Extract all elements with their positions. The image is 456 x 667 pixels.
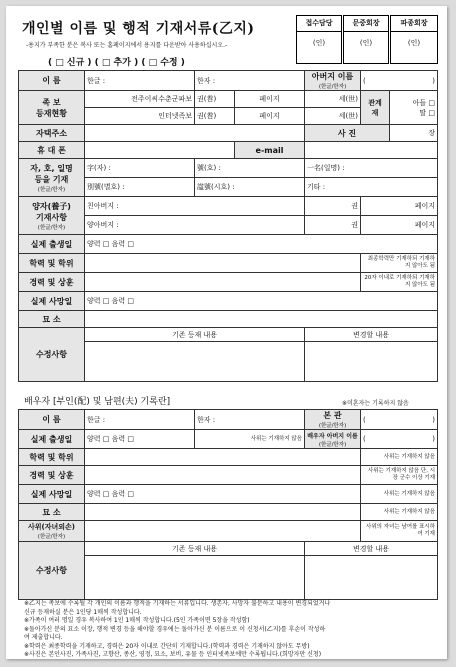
revision-col-original: 기존 등재 내용 bbox=[85, 328, 305, 342]
spouse-education-field[interactable] bbox=[85, 449, 361, 466]
footnote-line: 신규 등재하실 분은 1인당 1매씩 작성합니다. bbox=[24, 608, 142, 616]
birth-father-field[interactable]: 친아버지 : bbox=[85, 197, 305, 216]
spouse-father-field[interactable]: ( ) bbox=[361, 430, 438, 449]
birth-date-field[interactable]: 양력 □ 음력 □ bbox=[85, 235, 438, 254]
spouse-career-note: 사위는 기재하지 않음 단, 시장 군수 이상 기재 bbox=[361, 466, 438, 485]
phone-field[interactable] bbox=[85, 142, 235, 159]
spouse-revision-col-new: 변경할 내용 bbox=[305, 542, 438, 556]
spouse-father-label: 배우자 아버지 이름 (한글/한자) bbox=[305, 430, 361, 449]
education-field[interactable] bbox=[85, 254, 361, 273]
ilmyeong-field[interactable]: 一名(일명) : bbox=[305, 159, 438, 178]
spouse-death-field[interactable]: 양력 □ 음력 □ bbox=[85, 485, 361, 504]
spouse-grave-field[interactable] bbox=[85, 504, 361, 521]
death-date-field[interactable]: 양력 □ 음력 □ bbox=[85, 292, 438, 311]
photo-count[interactable]: 장 bbox=[390, 125, 438, 142]
jokbo-book-generation[interactable]: 세(世) bbox=[305, 91, 361, 108]
checkbox-new[interactable]: ( □ 신규 ) bbox=[48, 58, 92, 68]
adoption-label: 양자(養子) 기재사항 (한글/한자) bbox=[19, 197, 85, 235]
revision-new-field[interactable] bbox=[305, 342, 438, 382]
jokbo-status-label: 족 보 등재현황 bbox=[19, 91, 85, 125]
spouse-birth-field[interactable]: 양력 □ 음력 □ bbox=[85, 430, 195, 449]
application-form-page bbox=[6, 6, 447, 659]
relation-label: 관계 재 bbox=[361, 91, 390, 125]
stamp-label: 파종회장 bbox=[391, 16, 437, 32]
stamp-mark: (인) bbox=[407, 39, 421, 47]
spouse-info-table bbox=[18, 409, 438, 600]
birth-father-page[interactable]: 페이지 bbox=[361, 197, 438, 216]
siho-field[interactable]: 諡號(시호) : bbox=[195, 178, 305, 197]
pen-name-label: 자, 호, 일명 등을 기재 (한글/한자) bbox=[19, 159, 85, 197]
jokbo-book-page[interactable]: 페이지 bbox=[235, 91, 305, 108]
address-field[interactable] bbox=[85, 125, 305, 142]
footnotes bbox=[24, 600, 434, 660]
ho-field[interactable]: 號(호) : bbox=[195, 159, 305, 178]
inlaw-field[interactable] bbox=[85, 521, 361, 542]
death-date-label: 실제 사망일 bbox=[19, 292, 85, 311]
stamp-mark: (인) bbox=[359, 39, 373, 47]
spouse-revision-original-field[interactable] bbox=[85, 556, 305, 600]
form-subtitle: -용지가 부족한 분은 복사 또는 홈페이지에서 용지를 다운받아 사용하십시오.- bbox=[26, 42, 228, 49]
stamp-box-receiver bbox=[296, 15, 342, 64]
spouse-revision-col-original: 기존 등재 내용 bbox=[85, 542, 305, 556]
etc-field[interactable]: 기타 : bbox=[305, 178, 438, 197]
name-hangul-field[interactable]: 한글 : bbox=[85, 71, 195, 91]
stamp-box-branch-head bbox=[390, 15, 438, 64]
spouse-name-hangul-field[interactable]: 한글 : bbox=[85, 410, 195, 430]
relation-options[interactable]: 아들 □ 딸 □ bbox=[390, 91, 438, 125]
spouse-grave-note: 사위는 기재하지 않음 bbox=[361, 504, 438, 521]
revision-original-field[interactable] bbox=[85, 342, 305, 382]
checkbox-edit[interactable]: ( □ 수정 ) bbox=[141, 58, 185, 68]
career-field[interactable] bbox=[85, 273, 361, 292]
stamp-label: 접수담당 bbox=[297, 16, 341, 32]
career-note: 20자 이내로 기재하되 기재하지 않아도 됨 bbox=[361, 273, 438, 292]
main-info-table bbox=[18, 70, 438, 382]
adopt-father-page[interactable]: 페이지 bbox=[361, 216, 438, 235]
form-type-options bbox=[48, 55, 185, 68]
inlaw-label: 사위(자녀외손) (한글/한자) bbox=[19, 521, 85, 542]
bongwan-field[interactable]: ( ) bbox=[361, 410, 438, 430]
education-note: 최종학력만 기재하되 기재하지 않아도 됨 bbox=[361, 254, 438, 273]
email-field[interactable] bbox=[305, 142, 438, 159]
inlaw-note: 사위의 자녀는 남여를 표시하여 기재 bbox=[361, 521, 438, 542]
spouse-birth-label: 실제 출생일 bbox=[19, 430, 85, 449]
spouse-education-label: 학력 및 학위 bbox=[19, 449, 85, 466]
grave-label: 묘 소 bbox=[19, 311, 85, 328]
spouse-education-note: 사위는 기재하지 않음 bbox=[361, 449, 438, 466]
spouse-revision-new-field[interactable] bbox=[305, 556, 438, 600]
address-label: 자택주소 bbox=[19, 125, 85, 142]
jokbo-online-volume[interactable]: 권(巻) bbox=[195, 108, 235, 125]
ja-field[interactable]: 字(자) : bbox=[85, 159, 195, 178]
spouse-section-note: ※미혼자는 기록하지 않음 bbox=[342, 400, 409, 407]
byeolho-field[interactable]: 別號(별호) : bbox=[85, 178, 195, 197]
spouse-grave-label: 묘 소 bbox=[19, 504, 85, 521]
grave-field[interactable] bbox=[85, 311, 438, 328]
spouse-name-hanja-field[interactable]: 한자 : bbox=[195, 410, 305, 430]
career-label: 경력 및 상훈 bbox=[19, 273, 85, 292]
birth-father-volume[interactable]: 권 bbox=[305, 197, 361, 216]
jokbo-online-name: 인터넷족보 bbox=[85, 108, 195, 125]
stamp-mark: (인) bbox=[312, 39, 326, 47]
phone-label: 휴 대 폰 bbox=[19, 142, 85, 159]
father-name-label: 아버지 이름 (한글/한자) bbox=[305, 71, 361, 91]
checkbox-add[interactable]: ( □ 추가 ) bbox=[94, 58, 139, 68]
footnote-line: ※사진은 본인사진, 가족사진, 고향산, 종산, 영정, 묘소, 보비, 유물 등 인터넷족보에만 수록됩니다.(희망자만 신청) bbox=[24, 651, 322, 658]
jokbo-online-page[interactable]: 페이지 bbox=[235, 108, 305, 125]
spouse-career-field[interactable] bbox=[85, 466, 361, 485]
footnote-line: ※학력은 최종학력을 기재하고, 경력은 20자 이내로 간단히 기재합니다.(학력과 경력은 기재하지 않아도 무방) bbox=[24, 642, 310, 650]
stamp-box-clan-head bbox=[343, 15, 389, 64]
education-label: 학력 및 학위 bbox=[19, 254, 85, 273]
jokbo-book-name: 전주이씨수춘군파보 bbox=[85, 91, 195, 108]
footnote-line: 여 제출합니다. bbox=[24, 634, 63, 641]
spouse-death-label: 실제 사망일 bbox=[19, 485, 85, 504]
jokbo-book-volume[interactable]: 권(巻) bbox=[195, 91, 235, 108]
spouse-revision-label: 수정사항 bbox=[19, 542, 85, 600]
footnote-line: ※가족이 여러 명일 경우 복사하여 1인 1매씩 작성합니다.(5인 가족이면 5장을 작성함) bbox=[24, 617, 250, 624]
stamp-label: 문중회장 bbox=[344, 16, 388, 32]
name-label: 이 름 bbox=[19, 71, 85, 91]
father-name-field[interactable]: ( ) bbox=[361, 71, 438, 91]
adopt-father-volume[interactable]: 권 bbox=[305, 216, 361, 235]
revision-label: 수정사항 bbox=[19, 328, 85, 382]
adopt-father-field[interactable]: 양아버지 : bbox=[85, 216, 305, 235]
spouse-name-label: 이 름 bbox=[19, 410, 85, 430]
birth-date-label: 실제 출생일 bbox=[19, 235, 85, 254]
spouse-death-note: 사위는 기재하지 않음 bbox=[361, 485, 438, 504]
jokbo-online-generation[interactable]: 세(世) bbox=[305, 108, 361, 125]
name-hanja-field[interactable]: 한자 : bbox=[195, 71, 305, 91]
spouse-career-label: 경력 및 상훈 bbox=[19, 466, 85, 485]
footnote-line: ※乙지는 족보에 수록될 각 개인의 이름과 행적을 기재하는 서류입니다. 생존자, 사망자 불문하고 내용이 변경되었거나 bbox=[24, 600, 331, 607]
form-title: 개인별 이름 및 행적 기재서류(乙지) bbox=[22, 21, 255, 37]
spouse-birth-note: 사위는 기재하지 않음 bbox=[195, 430, 305, 449]
revision-col-new: 변경할 내용 bbox=[305, 328, 438, 342]
email-label: e-mail bbox=[235, 142, 305, 159]
photo-label: 사 진 bbox=[305, 125, 390, 142]
footnote-line: ※돌아가신 분의 묘소 이장, 행적 변경 등을 해야할 경우에는 돌아가신 분 이름으로 이 신청서(乙지)를 후손이 작성하 bbox=[24, 625, 326, 633]
bongwan-label: 본 관 (한글/한자) bbox=[305, 410, 361, 430]
spouse-section-heading: 배우자 [부인(配) 및 남편(夫) 기록란] bbox=[24, 397, 171, 407]
